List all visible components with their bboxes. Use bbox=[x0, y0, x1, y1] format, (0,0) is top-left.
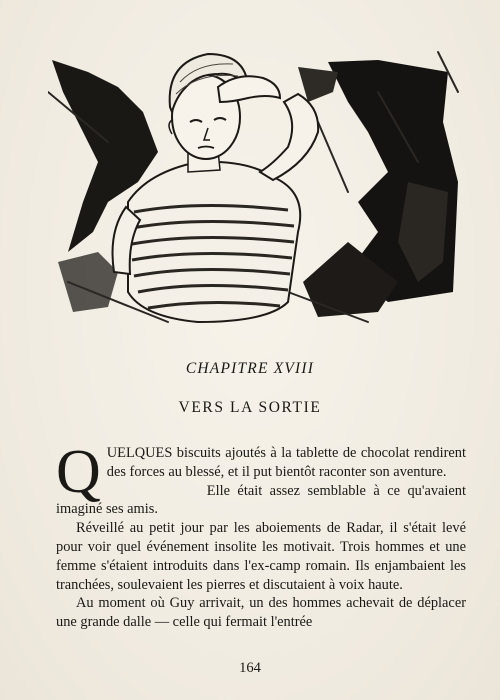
paragraph-4: Au moment où Guy arrivait, un des hommes achevait de déplacer une grande dalle — celle qui fermait l'entrée bbox=[56, 595, 466, 631]
drop-cap: Q bbox=[56, 438, 101, 506]
paragraph-1-text: biscuits ajoutés à la tablette de chocolat rendirent des forces au blessé, et il put bientôt raconter son aventure. bbox=[106, 445, 466, 480]
page-number: 164 bbox=[239, 660, 261, 676]
paragraph-2: Elle était assez semblable à ce qu'avaient imaginé ses amis. bbox=[56, 482, 466, 518]
body-text bbox=[56, 438, 466, 632]
chapter-title: VERS LA SORTIE bbox=[178, 399, 322, 416]
first-word-rest: UELQUES bbox=[106, 445, 173, 461]
boy-illustration bbox=[48, 32, 468, 332]
chapter-number: CHAPITRE XVIII bbox=[185, 360, 315, 377]
paragraph-3: Réveillé au petit jour par les aboiements de Radar, il s'était levé pour voir quel événement insolite les motivait. Trois hommes et une femme s'étaient introduits dans l'ex-camp romain. Ils enjambaient les tranchées, soulevaient les pierres et discutaient à voix haute. bbox=[56, 520, 466, 593]
